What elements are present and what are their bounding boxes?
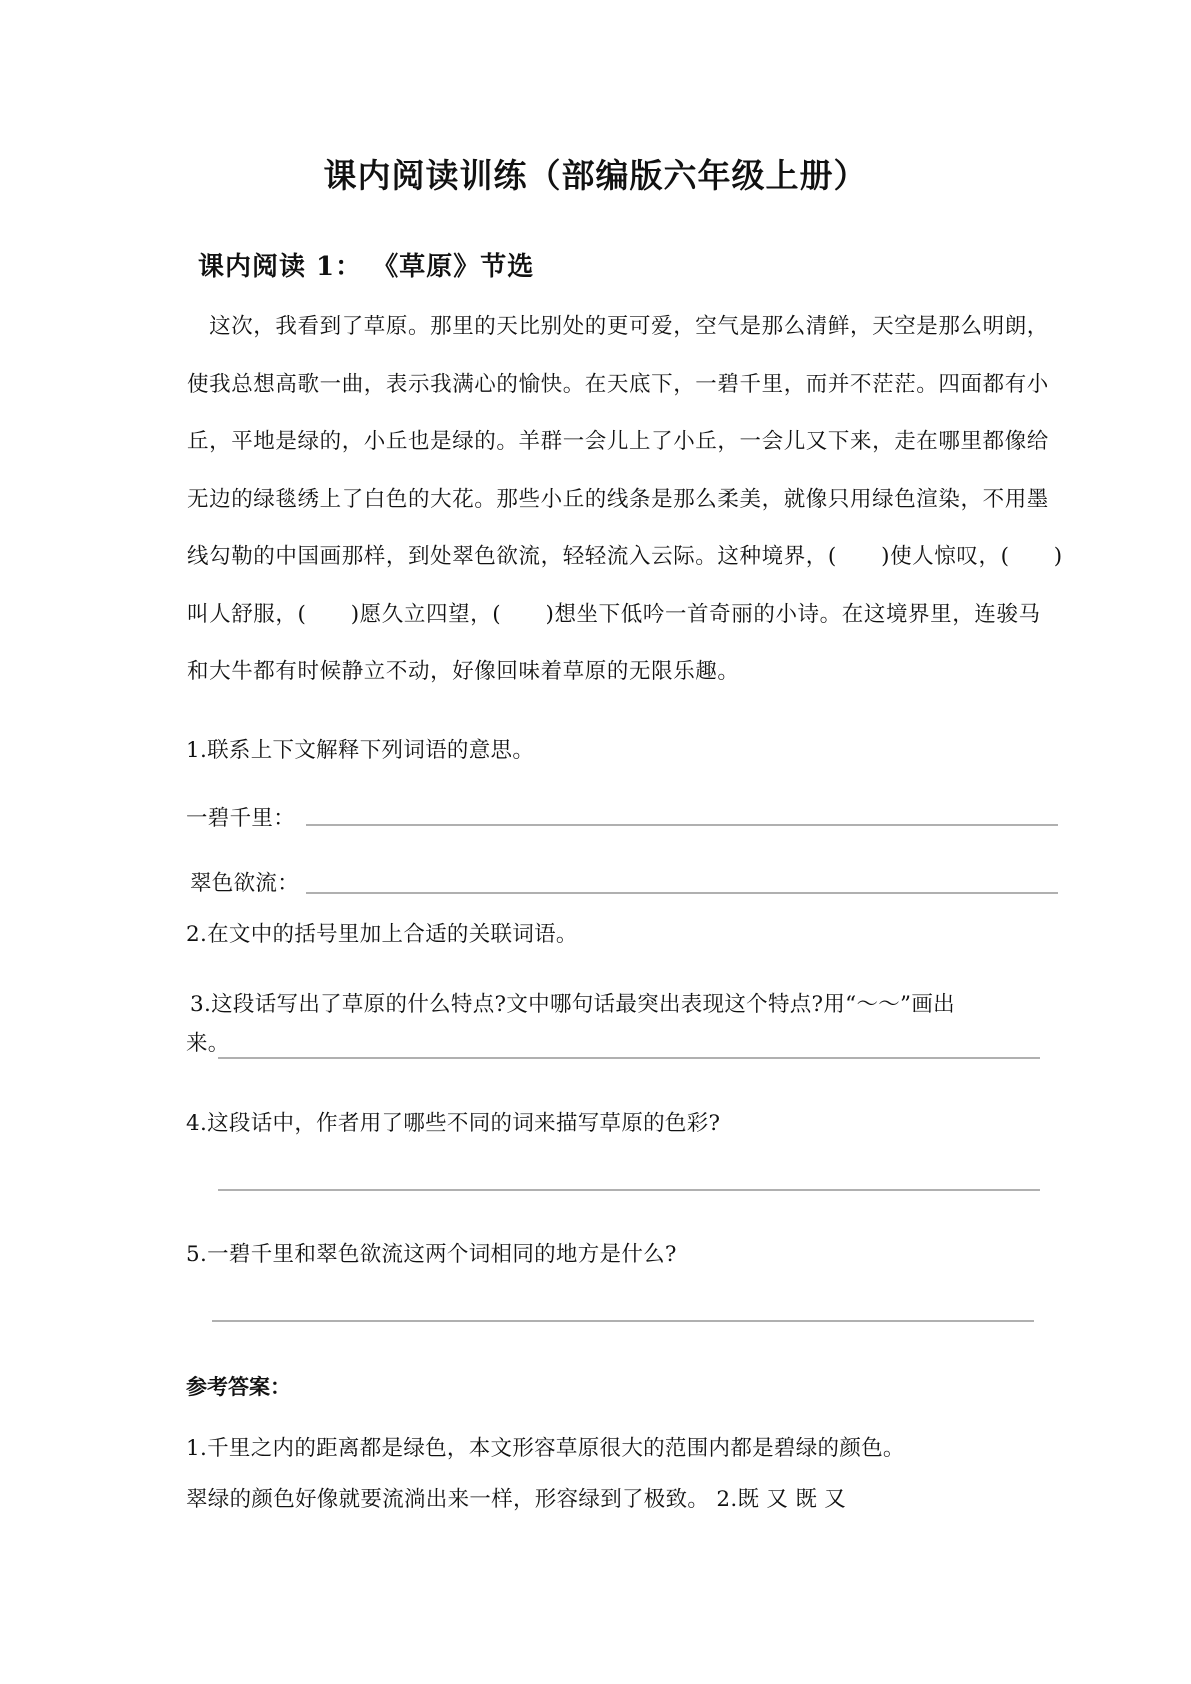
question-1: 1.联系上下文解释下列词语的意思。 [186, 738, 535, 763]
answers-title: 参考答案： [186, 1375, 291, 1399]
term-label-yibiqianli: 一碧千里： [186, 806, 296, 831]
answer-line-yibiqianli[interactable] [306, 824, 1058, 826]
question-4: 4.这段话中，作者用了哪些不同的词来描写草原的色彩? [186, 1111, 721, 1136]
passage-line: 叫人舒服，( )愿久立四望，( )想坐下低吟一首奇丽的小诗。在这境界里，连骏马 [187, 602, 1041, 627]
passage-line: 无边的绿毯绣上了白色的大花。那些小丘的线条是那么柔美，就像只用绿色渲染，不用墨 [187, 487, 1049, 512]
answer-line-q4[interactable] [218, 1189, 1040, 1191]
answer-line-q5[interactable] [212, 1320, 1034, 1322]
passage-line: 丘，平地是绿的，小丘也是绿的。羊群一会儿上了小丘，一会儿又下来，走在哪里都像给 [187, 429, 1049, 454]
passage-line: 和大牛都有时候静立不动，好像回味着草原的无限乐趣。 [187, 659, 740, 684]
passage-line: 使我总想高歌一曲，表示我满心的愉快。在天底下，一碧千里，而并不茫茫。四面都有小 [187, 372, 1049, 397]
answer-line-cuiseyuliu-top [306, 892, 1058, 894]
passage-line: 这次，我看到了草原。那里的天比别处的更可爱，空气是那么清鲜，天空是那么明朗， [187, 314, 1049, 339]
question-3: 3.这段话写出了草原的什么特点?文中哪句话最突出表现这个特点?用“～～”画出 [190, 992, 955, 1017]
term-label-cuiseyuliu: 翠色欲流： [190, 871, 300, 896]
document-title: 课内阅读训练（部编版六年级上册） [323, 156, 868, 195]
question-5: 5.一碧千里和翠色欲流这两个词相同的地方是什么? [186, 1242, 677, 1267]
answer-line: 1.千里之内的距离都是绿色，本文形容草原很大的范围内都是碧绿的颜色。 [186, 1436, 905, 1461]
question-3-cont: 来。 [186, 1031, 230, 1056]
section-title: 课内阅读 1： 《草原》节选 [198, 252, 535, 282]
question-2: 2.在文中的括号里加上合适的关联词语。 [186, 922, 578, 947]
answer-line: 翠绿的颜色好像就要流淌出来一样，形容绿到了极致。 2.既 又 既 又 [186, 1487, 847, 1512]
answer-line-q3[interactable] [218, 1057, 1040, 1059]
passage-line: 线勾勒的中国画那样，到处翠色欲流，轻轻流入云际。这种境界，( )使人惊叹，( ) [187, 544, 1063, 569]
